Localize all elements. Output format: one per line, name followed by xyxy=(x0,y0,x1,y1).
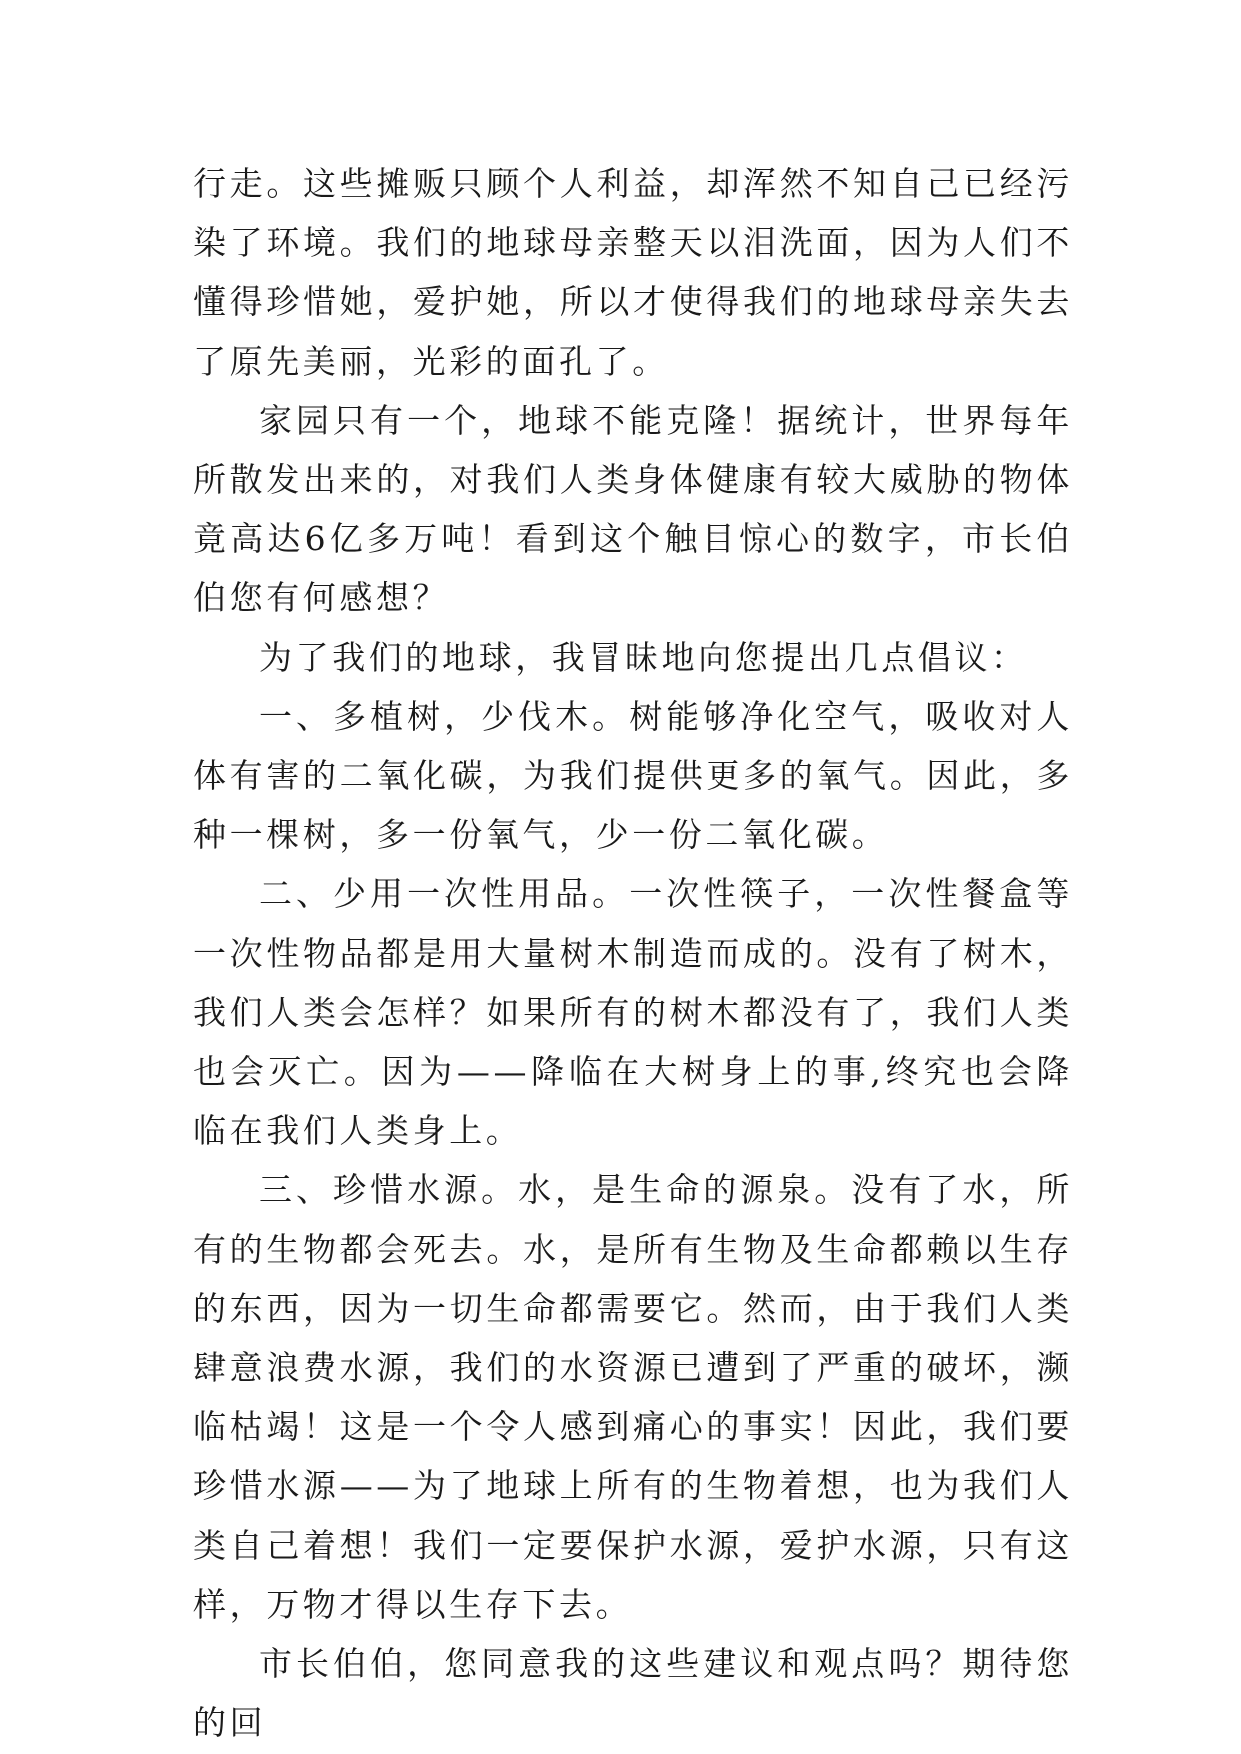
paragraph-proposal-3: 三、珍惜水源。水，是生命的源泉。没有了水，所有的生物都会死去。水，是所有生物及生命都赖以生存的东西，因为一切生命都需要它。然而，由于我们人类肆意浪费水源，我们的水资源已遭到了严重的破坏，濒临枯竭！这是一个令人感到痛心的事实！因此，我们要珍惜水源——为了地球上所有的生物着想，也为我们人类自己着想！我们一定要保护水源，爱护水源，只有这样，万物才得以生存下去。 xyxy=(193,1170,1073,1624)
paragraph-continuation: 行走。这些摊贩只顾个人利益，却浑然不知自己已经污染了环境。我们的地球母亲整天以泪洗面，因为人们不懂得珍惜她，爱护她，所以才使得我们的地球母亲失去了原先美丽，光彩的面孔了。 xyxy=(193,164,1073,381)
paragraph-closing: 市长伯伯，您同意我的这些建议和观点吗？期待您的回 xyxy=(193,1644,1073,1743)
paragraph-proposal-intro: 为了我们的地球，我冒昧地向您提出几点倡议： xyxy=(259,637,1028,677)
letter-body xyxy=(193,154,1073,1752)
paragraph-statistics: 家园只有一个，地球不能克隆！据统计，世界每年所散发出来的，对我们人类身体健康有较大威胁的物体竟高达6亿多万吨！看到这个触目惊心的数字，市长伯伯您有何感想？ xyxy=(193,400,1073,618)
paragraph-proposal-1: 一、多植树，少伐木。树能够净化空气，吸收对人体有害的二氧化碳，为我们提供更多的氧气。因此，多种一棵树，多一份氧气，少一份二氧化碳。 xyxy=(193,696,1073,855)
paragraph-proposal-2: 二、少用一次性用品。一次性筷子，一次性餐盒等一次性物品都是用大量树木制造而成的。没有了树木，我们人类会怎样？如果所有的树木都没有了，我们人类也会灭亡。因为——降临在大树身上的事,终究也会降临在我们人类身上。 xyxy=(193,874,1073,1151)
